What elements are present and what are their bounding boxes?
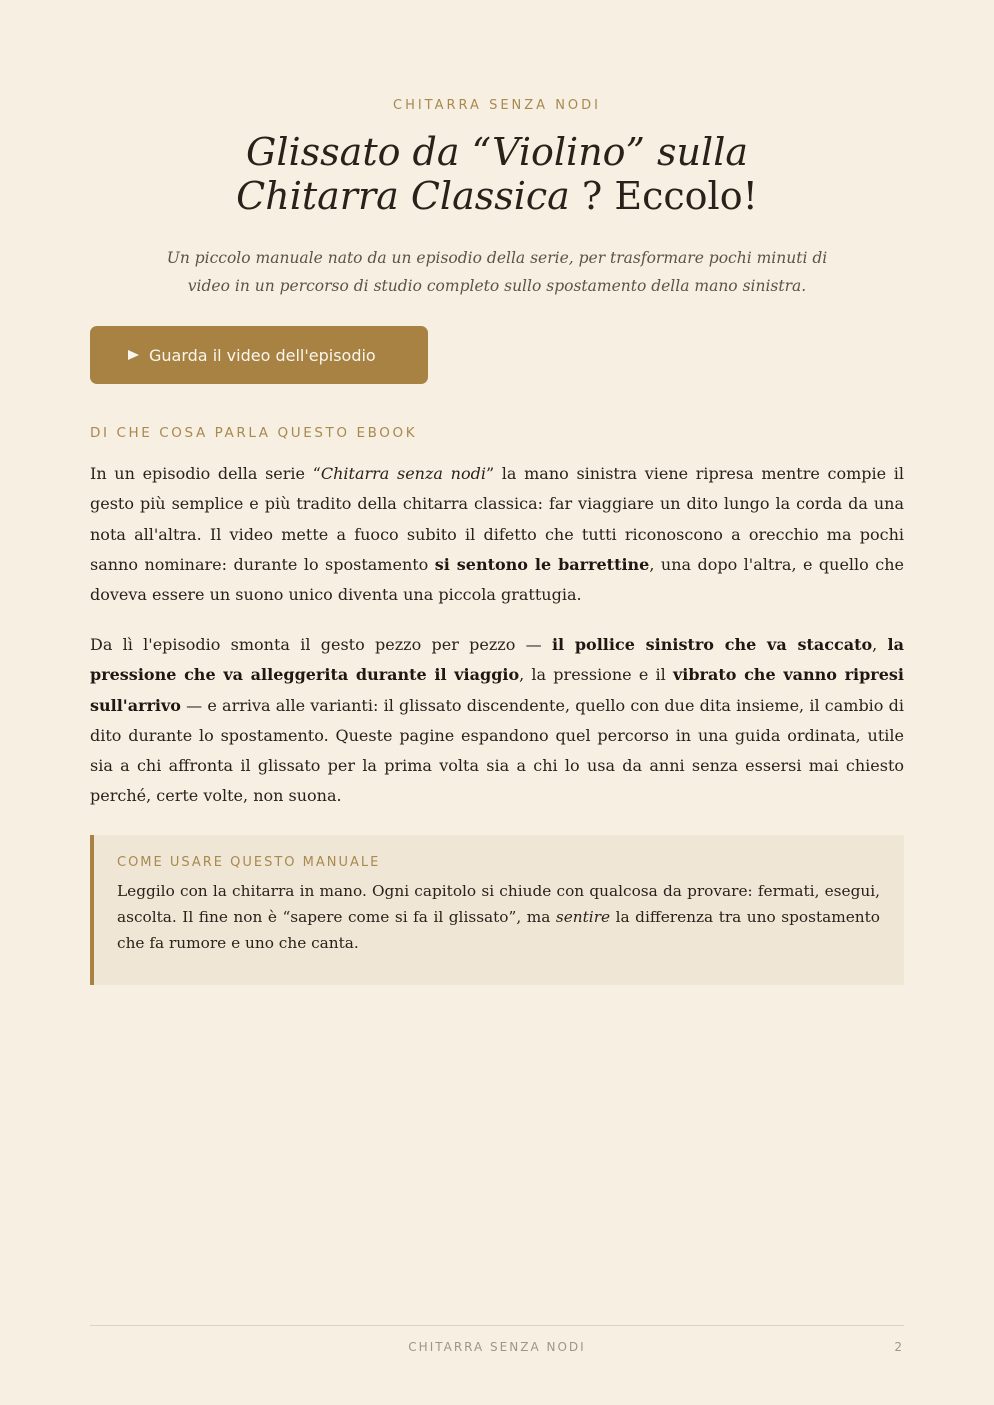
watch-video-button[interactable] bbox=[90, 326, 428, 384]
page-title bbox=[90, 130, 904, 218]
p2-text-2: , bbox=[872, 635, 888, 654]
p1-series-name: Chitarra senza nodi bbox=[320, 464, 486, 483]
title-question-mark: ? bbox=[581, 174, 615, 218]
callout-text-2: la differenza tra uno spostamento che fa rumore e uno che canta. bbox=[117, 908, 880, 952]
callout-italic: sentire bbox=[555, 908, 611, 926]
p2-text-3: , la pressione e il bbox=[519, 665, 673, 685]
intro-paragraph-1 bbox=[90, 459, 904, 610]
title-line-2a: Chitarra Classica bbox=[236, 174, 582, 218]
play-icon bbox=[128, 350, 139, 360]
series-label: CHITARRA SENZA NODI bbox=[393, 98, 601, 113]
p1-text-2: ” la mano sinistra viene ripresa mentre compie il gesto più semplice e più tradito della chitarra classica: far viaggiare un dito lungo la corda da una nota all'altra. Il video mette a fuoco subito il difetto che tutti riconoscono a orecchio ma pochi sanno nominare: durante lo spostamento bbox=[90, 464, 905, 574]
footer-label: CHITARRA SENZA NODI bbox=[408, 1340, 586, 1354]
title-line-1: Glissato da “Violino” sulla bbox=[246, 130, 748, 174]
usage-callout bbox=[90, 835, 904, 985]
intro-paragraph-2 bbox=[90, 630, 904, 812]
p2-bold-2: la pressione che va alleggerita durante il viaggio bbox=[90, 635, 904, 685]
p1-text-3: , una dopo l'altra, e quello che doveva essere un suono unico diventa una piccola grattugia. bbox=[90, 554, 904, 605]
p2-text-1: Da lì l'episodio smonta il gesto pezzo per pezzo — bbox=[90, 635, 552, 654]
callout-text bbox=[117, 878, 880, 956]
page-number: 2 bbox=[894, 1340, 902, 1354]
watch-video-label: Guarda il video dell'episodio bbox=[149, 345, 376, 365]
p1-text-1: In un episodio della serie “ bbox=[90, 464, 321, 483]
p2-bold-1: il pollice sinistro che va staccato bbox=[551, 635, 873, 654]
p1-bold-1: si sentono le barrettine bbox=[434, 554, 650, 574]
p2-bold-3: vibrato che vanno ripresi sull'arrivo bbox=[90, 665, 905, 715]
title-line-2c: Eccolo! bbox=[614, 174, 758, 218]
footer-divider bbox=[90, 1325, 904, 1326]
callout-text-1: Leggilo con la chitarra in mano. Ogni capitolo si chiude con qualcosa da provare: fermati, esegui, ascolta. Il fine non è “sapere come si fa il glissato”, ma bbox=[117, 882, 880, 926]
section-heading: DI CHE COSA PARLA QUESTO EBOOK bbox=[90, 425, 418, 441]
ebook-page bbox=[90, 0, 904, 1405]
p2-text-4: — e arriva alle varianti: il glissato discendente, quello con due dita insieme, il cambio di dito durante lo spostamento. Queste pagine espandono quel percorso in una guida ordinata, utile sia a chi affronta il glissato per la prima volta sia a chi lo usa da anni senza essersi mai chiesto perché, certe volte, non suona. bbox=[90, 695, 904, 806]
subtitle: Un piccolo manuale nato da un episodio della serie, per trasformare pochi minuti di video in un percorso di studio completo sullo spostamento della mano sinistra. bbox=[166, 249, 828, 295]
callout-heading: COME USARE QUESTO MANUALE bbox=[117, 855, 381, 870]
